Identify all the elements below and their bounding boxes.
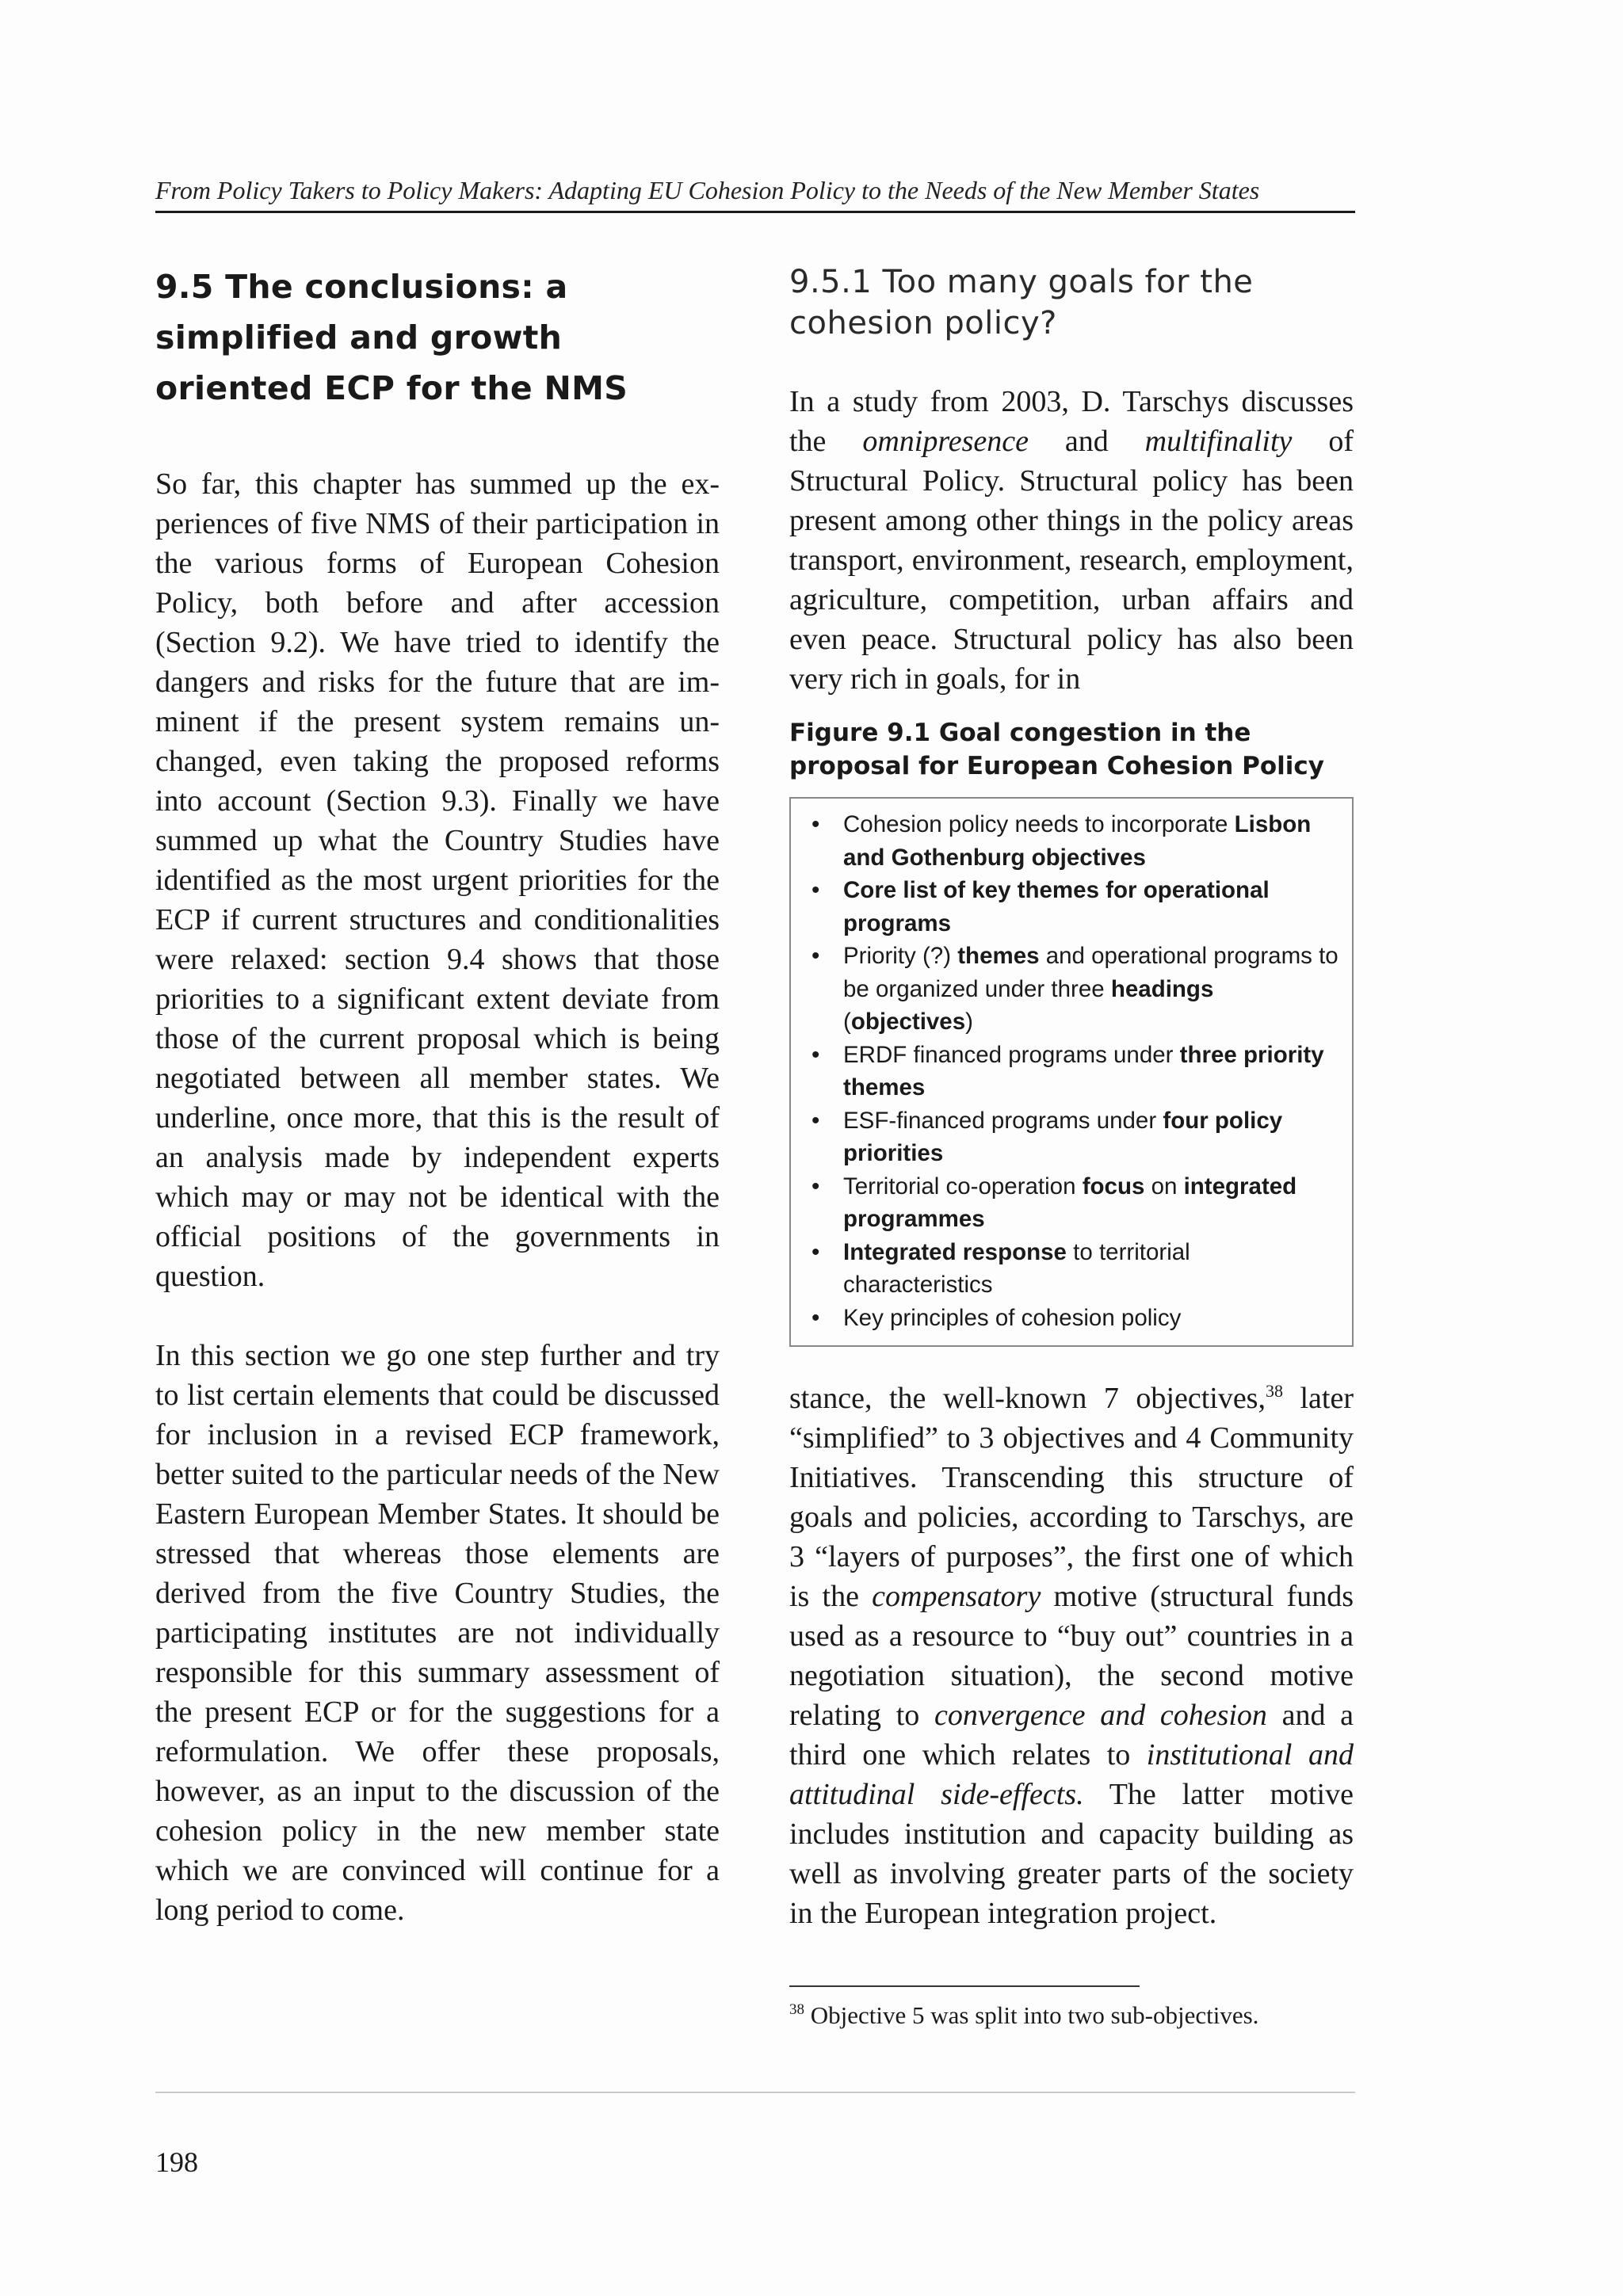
right-column bbox=[789, 261, 1354, 1933]
footnote-rule bbox=[789, 1985, 1140, 1987]
figure-list-item: • Cohesion policy needs to incorporate Lisbon and Gothenburg objectives bbox=[812, 808, 1344, 874]
bullet-icon: • bbox=[812, 811, 820, 837]
running-header: From Policy Takers to Policy Makers: Adapting EU Cohesion Policy to the Needs of the New Member States bbox=[155, 176, 1260, 204]
body-paragraph-4: stance, the well-known 7 objectives,$^{38}$ later “simplified” to 3 objectives and 4 Community Initiatives. Transcending this structure of goals and policies, according to Tarschys, are 3 “layers of purposes”, the first one of which is the compensatory motive (structural funds used as a resource to “buy out” countries in a negotiation situation), the second motive relating to convergence and cohesion and a third one which relates to institutional and attitudinal side-effects. The latter motive includes institution and capacity building as well as involving greater parts of the society in the European integration project. bbox=[789, 1381, 1354, 1930]
bullet-icon: • bbox=[812, 1173, 820, 1199]
bullet-icon: • bbox=[812, 943, 820, 969]
figure-caption: Figure 9.1 Goal congestion in the proposal for European Cohesion Policy bbox=[789, 719, 1324, 780]
figure-list-item: • ESF-financed programs under four policy priorities bbox=[812, 1104, 1344, 1170]
figure-list-item: • Key principles of cohesion policy bbox=[812, 1302, 1344, 1335]
figure-list-item: • Core list of key themes for operational programs bbox=[812, 874, 1344, 940]
bullet-icon: • bbox=[812, 877, 820, 903]
footnote bbox=[789, 2000, 1355, 2031]
figure-list bbox=[812, 808, 1344, 1334]
figure bbox=[789, 716, 1354, 1347]
bullet-icon: • bbox=[812, 1107, 820, 1134]
body-paragraph-1: So far, this chapter has summed up the experiences of five NMS of their participation in the various forms of European Cohesion Policy, both before and after accession (Section 9.2). We have tried to identify the dangers and risks for the future that are imminent if the present system remains unchanged, even taking the proposed reforms into account (Section 9.3). Finally we have summed up what the Country Studies have identified as the most urgent priorities for the ECP if current structures and conditionalities were relaxed: section 9.4 shows that those priorities to a significant extent deviate from those of the current proposal which is being negotiated between all member states. We underline, once more, that this is the result of an analysis made by independent experts which may or may not be identical with the official positions of the governments in question. bbox=[155, 467, 720, 1293]
figure-list-item: • Integrated response to territorial characteristics bbox=[812, 1236, 1344, 1302]
header-rule bbox=[155, 211, 1355, 213]
footnote-reference[interactable]: 38 bbox=[1265, 1381, 1283, 1401]
footnote-number: 38 bbox=[789, 2001, 804, 2018]
body-paragraph-2: In this section we go one step further and try to list certain elements that could be discussed for inclusion in a revised ECP framework, better suited to the particular needs of the New Eastern European Member States. It should be stressed that whereas those elements are derived from the five Country Studies, the participating institutes are not individually responsible for this summary assessment of the present ECP or for the suggestions for a reformulation. We offer these proposals, however, as an input to the discussion of the cohesion policy in the new member state which we are convinced will continue for a long period to come. bbox=[155, 1339, 720, 1927]
section-heading: 9.5 The conclusions: a simplified and growth oriented ECP for the NMS bbox=[155, 268, 628, 407]
footnote-text: Objective 5 was split into two sub-objectives. bbox=[804, 2001, 1259, 2029]
figure-list-item: • ERDF financed programs under three priority themes bbox=[812, 1039, 1344, 1104]
bullet-icon: • bbox=[812, 1041, 820, 1068]
figure-list-item: • Territorial co-operation focus on integrated programmes bbox=[812, 1170, 1344, 1236]
bullet-icon: • bbox=[812, 1238, 820, 1265]
subsection-heading: 9.5.1 Too many goals for the cohesion policy? bbox=[789, 264, 1254, 341]
footer-rule bbox=[155, 2092, 1355, 2093]
body-paragraph-3: In a study from 2003, D. Tarschys discusses the omnipresence and multifinality of Structural Policy. Structural policy has been present among other things in the policy areas transport, environment, research, employment, agriculture, competition, urban affairs and even peace. Structural policy has also been very rich in goals, for in bbox=[789, 385, 1354, 696]
bullet-icon: • bbox=[812, 1304, 820, 1331]
figure-list-item: • Priority (?) themes and operational programs to be organized under three headings (objectives) bbox=[812, 940, 1344, 1039]
page-number: 198 bbox=[155, 2146, 198, 2178]
left-column bbox=[155, 261, 720, 1930]
figure-box bbox=[789, 797, 1354, 1347]
